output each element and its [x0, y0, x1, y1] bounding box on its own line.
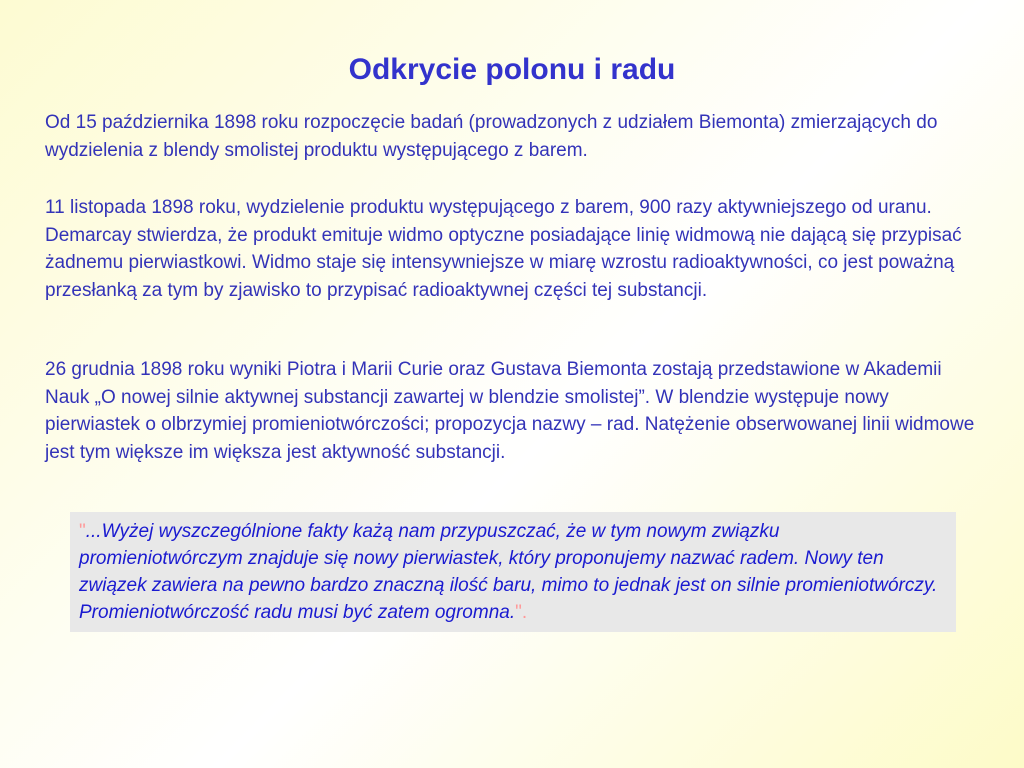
- paragraph-barium-product: 11 listopada 1898 roku, wydzielenie produktu występującego z barem, 900 razy aktywniejszego od uranu. Demarcay stwierdza, że produkt emituje widmo optyczne posiadające linię widmową nie dającą się przypisać żadnemu pierwiastkowi. Widmo staje się intensywniejsze w miarę wzrostu radioaktywności, co jest poważną przesłanką za tym by zjawisko to przypisać radioaktywnej części tej substancji.: [45, 197, 962, 301]
- quote-close-mark: ".: [515, 602, 528, 623]
- quote-open-mark: ": [79, 521, 86, 542]
- quote-box: [70, 512, 956, 632]
- quote-text-block: [79, 518, 948, 626]
- slide-title: Odkrycie polonu i radu: [348, 53, 676, 86]
- paragraph-academy-presentation: 26 grudnia 1898 roku wyniki Piotra i Marii Curie oraz Gustava Biemonta zostają przedstawione w Akademii Nauk „O nowej silnie aktywnej substancji zawartej w blendzie smolistej”. W blendzie występuje nowy pierwiastek o olbrzymiej promieniotwórczości; propozycja nazwy – rad. Natężenie obserwowanej linii widmowe jest tym większe im większa jest aktywność substancji.: [45, 359, 975, 463]
- paragraph-research-start: Od 15 października 1898 roku rozpoczęcie badań (prowadzonych z udziałem Biemonta) zmierzających do wydzielenia z blendy smolistej produktu występującego z barem.: [45, 112, 938, 161]
- quote-text: ...Wyżej wyszczególnione fakty każą nam przypuszczać, że w tym nowym związku promieniotwórczym znajduje się nowy pierwiastek, który proponujemy nazwać radem. Nowy ten związek zawiera na pewno bardzo znaczną ilość baru, mimo to jednak jest on silnie promieniotwórczy. Promieniotwórczość radu musi być zatem ogromna.: [79, 521, 938, 623]
